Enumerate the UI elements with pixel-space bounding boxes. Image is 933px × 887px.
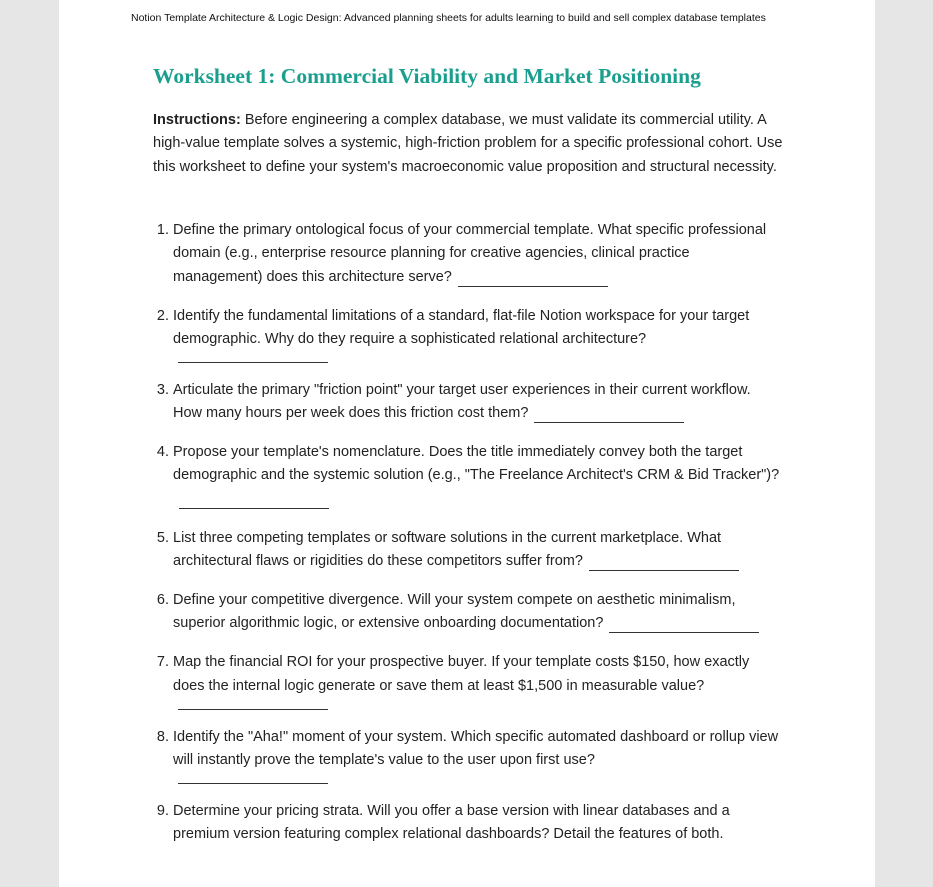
instructions-paragraph [153, 109, 783, 179]
document-header: Notion Template Architecture & Logic Design: Advanced planning sheets for adults learning to build and sell complex database templates [131, 12, 766, 24]
question-text: Determine your pricing strata. Will you offer a base version with linear databases and a premium version featuring complex relational dashboards? Detail the features of both. [173, 802, 730, 843]
answer-blank-5[interactable] [589, 569, 739, 571]
answer-blank-6[interactable] [609, 631, 759, 633]
question-number: 9. [156, 802, 169, 819]
answer-blank-2[interactable] [178, 361, 328, 363]
question-2 [153, 305, 783, 364]
question-text: Map the financial ROI for your prospective buyer. If your template costs $150, how exactly does the internal logic generate or save them at least $1,500 in measurable value? [173, 654, 750, 694]
answer-blank-1[interactable] [458, 285, 608, 287]
question-number: 2. [156, 307, 169, 324]
question-text: List three competing templates or software solutions in the current marketplace. What architectural flaws or rigidities do these competitors suffer from? [173, 529, 722, 570]
question-text: Identify the fundamental limitations of a standard, flat-file Notion workspace for your target demographic. Why do they require a sophisticated relational architecture? [173, 307, 750, 347]
question-text: Define your competitive divergence. Will your system compete on aesthetic minimalism, superior algorithmic logic, or extensive onboarding documentation? [173, 592, 736, 632]
question-3 [153, 379, 783, 426]
question-9 [153, 800, 783, 847]
question-6 [153, 589, 783, 636]
question-number: 8. [156, 728, 169, 745]
question-number: 1. [156, 222, 169, 238]
question-number: 5. [156, 529, 169, 546]
question-5 [153, 527, 783, 574]
question-number: 7. [156, 654, 169, 671]
answer-blank-8[interactable] [178, 782, 328, 784]
question-1 [153, 219, 783, 289]
answer-blank-4[interactable] [179, 507, 329, 509]
question-text: Articulate the primary "friction point" your target user experiences in their current workflow. How many hours per week does this friction cost them? [173, 381, 751, 422]
question-text: Define the primary ontological focus of your commercial template. What specific professional domain (e.g., enterprise resource planning for creative agencies, clinical practice management) does this architecture serve? [173, 222, 767, 285]
question-7 [153, 651, 783, 710]
instructions-label: Instructions: [153, 112, 241, 128]
worksheet-title: Worksheet 1: Commercial Viability and Market Positioning [153, 64, 701, 88]
answer-blank-3[interactable] [534, 421, 684, 423]
answer-blank-7[interactable] [178, 708, 328, 710]
question-number: 3. [156, 381, 169, 398]
question-number: 6. [156, 592, 169, 608]
question-text: Propose your template's nomenclature. Does the title immediately convey both the target demographic and the systemic solution (e.g., "The Freelance Architect's CRM & Bid Tracker")? [173, 444, 780, 484]
question-text: Identify the "Aha!" moment of your system. Which specific automated dashboard or rollup view will instantly prove the template's value to the user upon first use? [173, 728, 779, 768]
question-number: 4. [156, 444, 169, 461]
worksheet-page [59, 0, 875, 887]
question-list [153, 219, 783, 862]
question-8 [153, 726, 783, 785]
instructions-text: Before engineering a complex database, we must validate its commercial utility. A high-value template solves a systemic, high-friction problem for a specific professional cohort. Use this worksheet to define your system's macroeconomic value proposition and structural necessity. [153, 112, 783, 175]
question-4 [153, 441, 783, 511]
